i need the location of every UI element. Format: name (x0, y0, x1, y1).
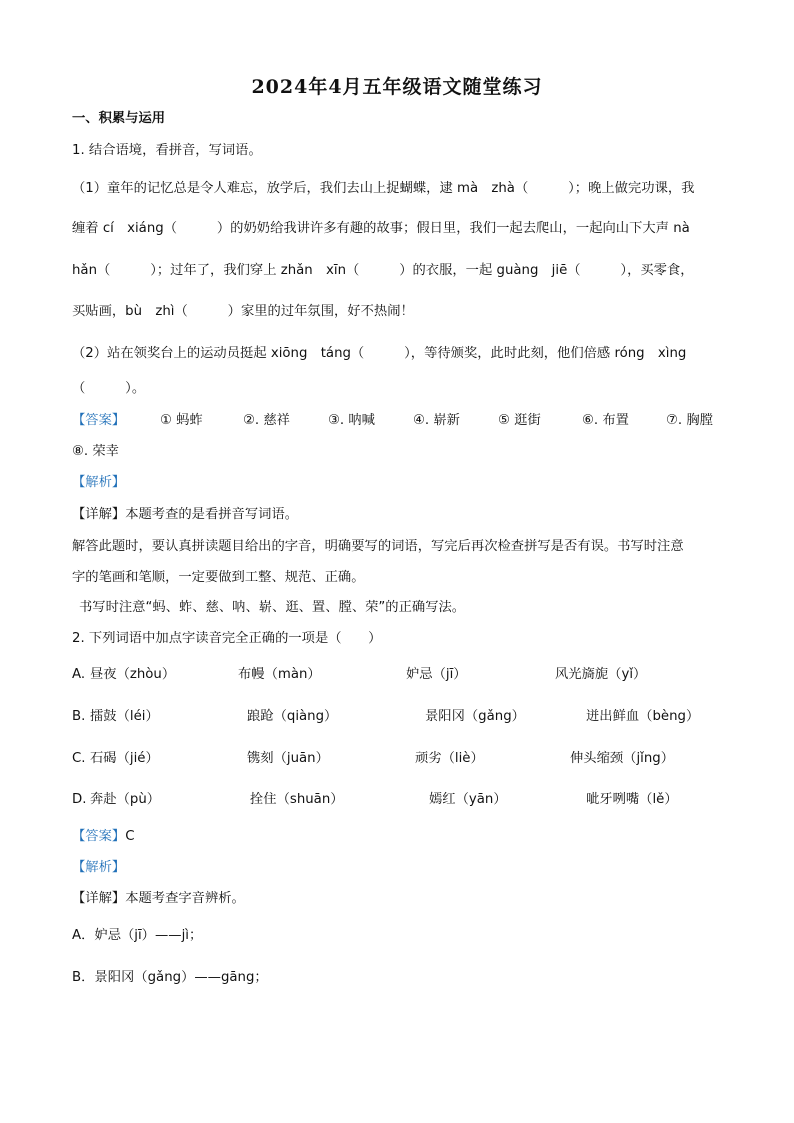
q2-note-a: A．妒忌（jī）——jì； (72, 928, 203, 943)
q2-option-b-item4: 迸出鲜血（bèng） (586, 709, 700, 724)
q2-option-b-item2: 踉跄（qiàng） (247, 709, 338, 724)
q1-answer-3: ③. 呐喊 (328, 413, 375, 428)
q2-option-a-item2: 布幔（màn） (238, 667, 321, 682)
q1-explain-line1: 解答此题时，要认真拼读题目给出的字音，明确要写的词语，写完后再次检查拼写是否有误。书写时注意 (72, 539, 684, 554)
q1-part2-line1: （2）站在领奖台上的运动员挺起 xiōng táng（ ），等待颁奖，此时此刻，他们倍感 róng xìng (72, 346, 687, 361)
q1-part1-line1: （1）童年的记忆总是令人难忘，放学后，我们去山上捉蝴蝶，逮 mà zhà（ ）；晚上做完功课，我 (72, 181, 695, 196)
q2-option-d-item4: 呲牙咧嘴（lě） (586, 792, 678, 807)
q1-analysis-tag: 【解析】 (72, 475, 126, 490)
q2-option-a-item4: 风光旖旎（yǐ） (555, 667, 647, 682)
q2-option-b-item3: 景阳冈（gǎng） (425, 709, 525, 724)
q1-answer-8: ⑧. 荣幸 (72, 444, 119, 459)
q1-answer-2: ②. 慈祥 (243, 413, 290, 428)
q1-detail-text: 本题考查的是看拼音写词语。 (125, 507, 299, 522)
q2-option-d-label: D. (72, 792, 87, 807)
q1-answer-5: ⑤ 逛街 (498, 413, 541, 428)
q1-detail (72, 506, 298, 524)
question-2-stem: 2. 下列词语中加点字读音完全正确的一项是（ ） (72, 631, 382, 646)
q2-option-a-item1: 昼夜（zhòu） (90, 667, 176, 682)
q2-option-c-label: C. (72, 751, 86, 766)
q1-answer-1: ① 蚂蚱 (160, 413, 203, 428)
q2-option-a-label: A. (72, 667, 86, 682)
q2-option-c-item4: 伸头缩颈（jǐng） (570, 751, 675, 766)
q2-note-b: B．景阳冈（gǎng）——gāng； (72, 970, 268, 985)
q1-explain-line3: 书写时注意“蚂、蚱、慈、呐、崭、逛、置、膛、荣”的正确写法。 (79, 600, 466, 615)
q2-detail-text: 本题考查字音辨析。 (125, 891, 245, 906)
q2-option-c-item2: 镌刻（juān） (247, 751, 329, 766)
q2-option-d-item2: 拴住（shuān） (250, 792, 344, 807)
page-title: 2024年4月五年级语文随堂练习 (251, 76, 543, 98)
q1-answer-tag: 【答案】 (72, 413, 126, 428)
q1-answer-4: ④. 崭新 (413, 413, 460, 428)
q2-option-c-item1: 石碣（jié） (90, 751, 159, 766)
q2-detail (72, 890, 245, 908)
q1-part1-line4: 买贴画，bù zhì（ ）家里的过年氛围，好不热闹！ (72, 304, 414, 319)
q2-option-d-item3: 嫣红（yān） (429, 792, 507, 807)
q2-answer-value: C (125, 829, 135, 844)
q2-option-d-item1: 奔赴（pù） (90, 792, 161, 807)
section-heading: 一、积累与运用 (72, 111, 166, 126)
q2-option-b-label: B. (72, 709, 86, 724)
q2-analysis-tag: 【解析】 (72, 860, 126, 875)
q1-part1-line2: 缠着 cí xiáng（ ）的奶奶给我讲许多有趣的故事；假日里，我们一起去爬山，一起向山下大声 nà (72, 221, 690, 236)
q2-answer (72, 828, 134, 846)
q2-option-a-item3: 妒忌（jī） (406, 667, 467, 682)
q1-answer-6: ⑥. 布置 (582, 413, 629, 428)
q1-explain-line2: 字的笔画和笔顺，一定要做到工整、规范、正确。 (72, 570, 365, 585)
q2-option-c-item3: 顽劣（liè） (415, 751, 484, 766)
q2-detail-tag: 【详解】 (72, 891, 126, 906)
q2-answer-tag: 【答案】 (72, 829, 126, 844)
q1-detail-tag: 【详解】 (72, 507, 126, 522)
q1-part1-line3: hǎn（ ）；过年了，我们穿上 zhǎn xīn（ ）的衣服，一起 guàng jiē（ ），买零食， (72, 263, 694, 278)
q2-option-b-item1: 擂鼓（léi） (90, 709, 159, 724)
q1-part2-line2: （ ）。 (72, 381, 146, 396)
question-1-stem: 1. 结合语境，看拼音，写词语。 (72, 143, 262, 158)
q1-answer-7: ⑦. 胸膛 (666, 413, 713, 428)
